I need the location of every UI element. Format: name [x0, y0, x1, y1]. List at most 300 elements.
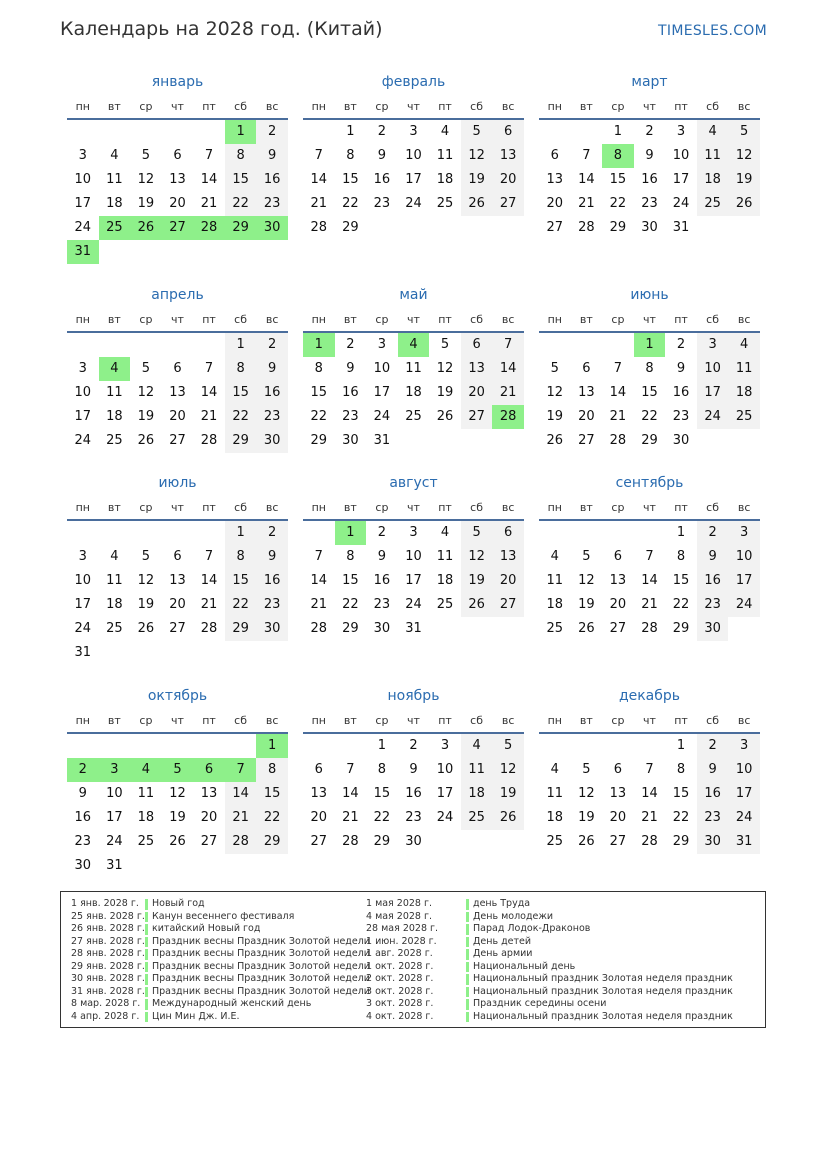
day-cell: 6 — [173, 148, 182, 163]
day-cell: 22 — [641, 409, 658, 424]
month-name: июль — [158, 475, 197, 491]
day-cell: 5 — [440, 337, 450, 352]
day-cell: 27 — [609, 834, 627, 849]
weekday-label: сб — [234, 100, 248, 113]
day-cell: 19 — [728, 168, 760, 192]
weekday-label: ср — [375, 714, 389, 727]
legend-column-left — [71, 898, 371, 1023]
day-cell: 13 — [200, 786, 218, 801]
day-grid — [303, 734, 524, 854]
legend-color-bar — [145, 1012, 148, 1023]
weekday-label: ср — [139, 100, 153, 113]
legend-color-bar — [145, 949, 148, 960]
month-6 — [539, 283, 760, 453]
day-cell: 4 — [440, 525, 450, 540]
day-cell: 26 — [137, 621, 155, 636]
day-cell: 26 — [436, 409, 454, 424]
day-cell: 13 — [609, 573, 627, 588]
day-cell: 23 — [697, 593, 729, 617]
day-cell: 13 — [310, 786, 328, 801]
day-cell: 12 — [461, 144, 493, 168]
day-cell: 18 — [546, 597, 564, 612]
day-cell: 2 — [697, 734, 729, 758]
empty-cell — [571, 120, 603, 144]
empty-cell — [539, 734, 571, 758]
empty-cell — [539, 120, 571, 144]
day-cell: 5 — [461, 521, 493, 545]
day-cell: 25 — [405, 409, 422, 424]
weekday-label: сб — [234, 714, 248, 727]
month-1 — [67, 70, 288, 264]
weekday-label: сб — [706, 100, 720, 113]
legend-color-bar — [466, 949, 469, 960]
day-cell: 24 — [728, 593, 760, 617]
day-cell: 17 — [106, 810, 123, 825]
empty-cell — [67, 333, 99, 357]
day-cell: 28 — [641, 621, 658, 636]
weekday-label: чт — [171, 714, 184, 727]
day-grid — [539, 333, 760, 453]
day-cell: 5 — [582, 549, 591, 564]
empty-cell — [67, 734, 99, 758]
day-cell: 29 — [672, 834, 690, 849]
legend-date: 1 авг. 2028 г. — [366, 948, 433, 959]
weekday-label: пт — [438, 714, 452, 727]
day-cell: 14 — [609, 385, 627, 400]
legend-holiday-name: Национальный день — [473, 960, 576, 972]
day-cell: 4 — [550, 549, 559, 564]
legend-row — [366, 936, 761, 949]
legend-row — [71, 911, 371, 924]
day-cell: 13 — [169, 573, 186, 588]
legend-row — [71, 923, 371, 936]
day-cell: 1 — [676, 738, 686, 753]
day-cell: 25 — [137, 834, 155, 849]
weekday-label: чт — [171, 501, 184, 514]
day-cell: 19 — [492, 782, 524, 806]
day-cell: 25 — [436, 196, 454, 211]
day-cell: 12 — [137, 172, 155, 187]
empty-cell — [193, 120, 225, 144]
day-cell: 3 — [440, 738, 450, 753]
weekday-label: вс — [737, 100, 751, 113]
empty-cell — [571, 333, 603, 357]
weekday-label: пн — [311, 100, 326, 113]
day-cell: 6 — [173, 549, 182, 564]
day-cell: 5 — [582, 762, 591, 777]
legend-row — [366, 923, 761, 936]
legend-color-bar — [466, 899, 469, 910]
day-cell: 11 — [697, 144, 729, 168]
empty-cell — [571, 734, 603, 758]
weekday-label: чт — [171, 313, 184, 326]
holiday-day: 26 — [130, 216, 162, 240]
day-cell: 24 — [373, 409, 391, 424]
legend-date: 25 янв. 2028 г. — [71, 910, 145, 922]
weekday-label: вт — [343, 501, 357, 514]
day-cell: 19 — [461, 168, 493, 192]
day-cell: 27 — [461, 405, 493, 429]
day-cell: 5 — [141, 361, 151, 376]
weekday-label: вт — [343, 100, 357, 113]
day-cell: 7 — [645, 762, 654, 777]
day-cell: 23 — [641, 196, 658, 211]
weekday-label: пт — [438, 313, 452, 326]
weekday-label: ср — [139, 714, 153, 727]
day-cell: 10 — [405, 148, 422, 163]
day-cell: 6 — [582, 361, 591, 376]
day-cell: 28 — [310, 621, 328, 636]
legend-holiday-name: День детей — [473, 935, 532, 947]
weekday-header — [539, 94, 760, 120]
day-cell: 14 — [492, 357, 524, 381]
day-cell: 4 — [110, 148, 119, 163]
day-cell: 29 — [225, 617, 257, 641]
day-cell: 8 — [676, 762, 686, 777]
day-cell: 16 — [256, 168, 288, 192]
empty-cell — [303, 120, 335, 144]
day-cell: 14 — [342, 786, 359, 801]
weekday-header — [67, 495, 288, 521]
day-cell: 23 — [405, 810, 422, 825]
day-cell: 1 — [676, 525, 686, 540]
day-cell: 16 — [405, 786, 422, 801]
legend-date: 28 мая 2028 г. — [366, 923, 439, 934]
day-cell: 20 — [169, 196, 186, 211]
day-cell: 11 — [546, 573, 564, 588]
day-grid — [303, 521, 524, 641]
day-cell: 25 — [697, 192, 729, 216]
month-4 — [67, 283, 288, 453]
legend-holiday-name: Праздник весны Праздник Золотой недели — [152, 960, 370, 972]
weekday-label: пн — [75, 714, 90, 727]
weekday-label: чт — [407, 501, 420, 514]
day-cell: 20 — [169, 597, 186, 612]
empty-cell — [99, 120, 131, 144]
day-cell: 19 — [137, 196, 155, 211]
weekday-label: пн — [75, 100, 90, 113]
legend-date: 3 окт. 2028 г. — [366, 998, 434, 1009]
legend-holiday-name: Праздник весны Праздник Золотой недели — [152, 948, 370, 959]
day-cell: 3 — [409, 525, 418, 540]
legend-row — [366, 961, 761, 974]
holiday-day: 4 — [398, 333, 430, 357]
day-cell: 2 — [645, 124, 654, 139]
legend-holiday-name: Международный женский день — [152, 998, 312, 1009]
day-cell: 24 — [74, 621, 92, 636]
day-cell: 10 — [74, 573, 92, 588]
legend-row — [366, 1011, 761, 1024]
day-cell: 23 — [373, 196, 391, 211]
legend-holiday-name: Национальный праздник Золотая неделя праздник — [473, 985, 733, 997]
day-cell: 21 — [310, 597, 328, 612]
day-cell: 29 — [672, 621, 690, 636]
day-cell: 5 — [728, 120, 760, 144]
day-cell: 18 — [106, 409, 123, 424]
month-9 — [539, 471, 760, 641]
day-cell: 2 — [256, 333, 288, 357]
day-cell: 4 — [110, 549, 119, 564]
day-cell: 22 — [310, 409, 328, 424]
weekday-label: вт — [107, 100, 121, 113]
holiday-day: 31 — [67, 240, 99, 264]
legend-holiday-name: Национальный праздник Золотая неделя праздник — [473, 1010, 733, 1022]
day-cell: 25 — [728, 405, 760, 429]
legend-color-bar — [145, 974, 148, 985]
day-cell: 17 — [74, 597, 92, 612]
day-cell: 21 — [578, 196, 595, 211]
legend-holiday-name: День армии — [473, 948, 533, 959]
day-cell: 17 — [405, 172, 422, 187]
weekday-label: ср — [139, 313, 153, 326]
day-cell: 11 — [728, 357, 760, 381]
day-cell: 16 — [342, 385, 359, 400]
day-cell: 8 — [256, 758, 288, 782]
legend-holiday-name: Новый год — [152, 898, 205, 909]
day-cell: 16 — [256, 569, 288, 593]
day-cell: 29 — [641, 433, 658, 448]
day-cell: 24 — [74, 433, 92, 448]
day-cell: 3 — [377, 337, 387, 352]
day-cell: 16 — [697, 782, 729, 806]
day-cell: 15 — [342, 172, 359, 187]
day-cell: 17 — [672, 172, 690, 187]
day-cell: 20 — [546, 196, 564, 211]
empty-cell — [162, 734, 194, 758]
legend-row — [366, 898, 761, 911]
legend-row — [71, 936, 371, 949]
day-cell: 14 — [200, 573, 218, 588]
day-cell: 9 — [377, 148, 387, 163]
weekday-label: ср — [611, 714, 625, 727]
day-cell: 14 — [578, 172, 595, 187]
month-name: январь — [151, 74, 204, 90]
day-cell: 22 — [672, 810, 690, 825]
weekday-label: вс — [501, 501, 515, 514]
day-cell: 10 — [373, 361, 391, 376]
month-name: март — [631, 74, 668, 90]
day-cell: 18 — [728, 381, 760, 405]
day-cell: 18 — [436, 172, 454, 187]
day-cell: 10 — [405, 549, 422, 564]
day-cell: 28 — [578, 220, 595, 235]
day-cell: 3 — [409, 124, 418, 139]
day-cell: 6 — [613, 762, 623, 777]
day-cell: 30 — [256, 617, 288, 641]
day-cell: 26 — [492, 806, 524, 830]
legend-color-bar — [466, 937, 469, 948]
day-cell: 3 — [728, 521, 760, 545]
weekday-label: сб — [470, 313, 484, 326]
day-cell: 15 — [641, 385, 658, 400]
legend-holiday-name: китайский Новый год — [152, 923, 261, 934]
day-cell: 6 — [173, 361, 182, 376]
day-cell: 30 — [373, 621, 391, 636]
day-cell: 27 — [200, 834, 218, 849]
day-cell: 25 — [546, 621, 564, 636]
day-cell: 26 — [169, 834, 186, 849]
day-cell: 13 — [546, 172, 564, 187]
empty-cell — [130, 734, 162, 758]
legend-date: 1 мая 2028 г. — [366, 898, 432, 909]
day-cell: 20 — [461, 381, 493, 405]
month-name: декабрь — [618, 688, 681, 704]
legend-date: 1 янв. 2028 г. — [71, 898, 139, 909]
empty-cell — [634, 521, 666, 545]
day-cell: 11 — [405, 361, 422, 376]
holiday-day: 3 — [99, 758, 131, 782]
day-cell: 26 — [461, 192, 493, 216]
day-cell: 24 — [697, 405, 729, 429]
empty-cell — [130, 333, 162, 357]
day-cell: 28 — [310, 220, 328, 235]
day-cell: 21 — [200, 409, 218, 424]
day-cell: 2 — [377, 124, 387, 139]
empty-cell — [634, 734, 666, 758]
legend-color-bar — [145, 937, 148, 948]
empty-cell — [67, 521, 99, 545]
day-cell: 21 — [200, 597, 218, 612]
day-cell: 7 — [204, 361, 214, 376]
weekday-label: вт — [579, 501, 593, 514]
month-name: апрель — [151, 287, 204, 303]
legend-date: 26 янв. 2028 г. — [71, 923, 145, 934]
day-cell: 7 — [204, 148, 214, 163]
day-cell: 28 — [200, 433, 218, 448]
empty-cell — [162, 521, 194, 545]
day-cell: 29 — [342, 220, 359, 235]
day-cell: 10 — [728, 545, 760, 569]
weekday-label: сб — [470, 714, 484, 727]
weekday-label: вт — [107, 501, 121, 514]
day-cell: 20 — [578, 409, 595, 424]
day-cell: 16 — [256, 381, 288, 405]
day-cell: 2 — [256, 120, 288, 144]
day-cell: 18 — [546, 810, 564, 825]
day-cell: 22 — [342, 597, 359, 612]
day-cell: 27 — [492, 192, 524, 216]
legend-date: 1 окт. 2028 г. — [366, 960, 434, 972]
day-cell: 15 — [342, 573, 359, 588]
empty-cell — [539, 333, 571, 357]
day-cell: 26 — [578, 621, 595, 636]
day-cell: 8 — [645, 361, 654, 376]
legend-color-bar — [145, 899, 148, 910]
day-cell: 27 — [310, 834, 328, 849]
day-cell: 19 — [137, 597, 155, 612]
day-cell: 8 — [377, 762, 387, 777]
day-cell: 17 — [728, 569, 760, 593]
legend-color-bar — [145, 999, 148, 1010]
day-cell: 5 — [141, 148, 151, 163]
day-cell: 6 — [314, 762, 323, 777]
empty-cell — [335, 734, 367, 758]
day-cell: 3 — [697, 333, 729, 357]
day-cell: 25 — [461, 806, 493, 830]
day-grid — [539, 521, 760, 641]
weekday-label: вт — [343, 313, 357, 326]
day-cell: 7 — [346, 762, 355, 777]
holiday-day: 7 — [225, 758, 257, 782]
day-cell: 1 — [377, 738, 387, 753]
day-cell: 22 — [609, 196, 627, 211]
day-cell: 2 — [697, 521, 729, 545]
weekday-label: вт — [107, 714, 121, 727]
day-cell: 29 — [609, 220, 627, 235]
day-cell: 7 — [582, 148, 591, 163]
day-cell: 13 — [609, 786, 627, 801]
day-cell: 29 — [256, 830, 288, 854]
empty-cell — [303, 734, 335, 758]
day-cell: 17 — [728, 782, 760, 806]
day-cell: 16 — [373, 172, 391, 187]
weekday-label: вт — [107, 313, 121, 326]
empty-cell — [99, 521, 131, 545]
day-cell: 28 — [200, 621, 218, 636]
weekday-label: сб — [706, 714, 720, 727]
weekday-header — [67, 307, 288, 333]
holiday-day: 1 — [634, 333, 666, 357]
day-cell: 15 — [310, 385, 328, 400]
legend-holiday-name: Канун весеннего фестиваля — [152, 910, 295, 922]
day-cell: 17 — [373, 385, 391, 400]
weekday-label: пт — [674, 313, 688, 326]
day-cell: 19 — [546, 409, 564, 424]
day-cell: 29 — [373, 834, 391, 849]
day-cell: 30 — [641, 220, 658, 235]
day-cell: 16 — [641, 172, 658, 187]
day-cell: 2 — [346, 337, 355, 352]
day-cell: 31 — [405, 621, 422, 636]
weekday-label: вс — [501, 313, 515, 326]
day-cell: 30 — [256, 429, 288, 453]
day-cell: 15 — [609, 172, 627, 187]
weekday-label: чт — [643, 100, 656, 113]
day-cell: 12 — [169, 786, 186, 801]
weekday-header — [67, 708, 288, 734]
day-cell: 24 — [74, 220, 92, 235]
weekday-label: сб — [706, 501, 720, 514]
weekday-label: пт — [202, 100, 216, 113]
site-link[interactable]: TIMESLES.COM — [658, 23, 767, 39]
day-cell: 18 — [436, 573, 454, 588]
day-cell: 5 — [550, 361, 559, 376]
weekday-header — [303, 307, 524, 333]
day-cell: 6 — [492, 120, 524, 144]
day-cell: 26 — [728, 192, 760, 216]
day-cell: 4 — [697, 120, 729, 144]
weekday-label: ср — [611, 313, 625, 326]
holiday-day: 1 — [225, 120, 257, 144]
day-cell: 11 — [106, 172, 123, 187]
day-cell: 5 — [492, 734, 524, 758]
legend-date: 8 мар. 2028 г. — [71, 998, 141, 1009]
day-cell: 9 — [256, 144, 288, 168]
month-12 — [539, 684, 760, 854]
day-cell: 8 — [676, 549, 686, 564]
holiday-day: 30 — [256, 216, 288, 240]
legend-row — [366, 911, 761, 924]
weekday-header — [303, 708, 524, 734]
weekday-header — [539, 708, 760, 734]
day-cell: 11 — [106, 385, 123, 400]
day-cell: 24 — [728, 806, 760, 830]
day-cell: 27 — [609, 621, 627, 636]
weekday-label: пн — [311, 501, 326, 514]
weekday-label: сб — [234, 501, 248, 514]
legend-row — [71, 998, 371, 1011]
day-cell: 28 — [225, 830, 257, 854]
